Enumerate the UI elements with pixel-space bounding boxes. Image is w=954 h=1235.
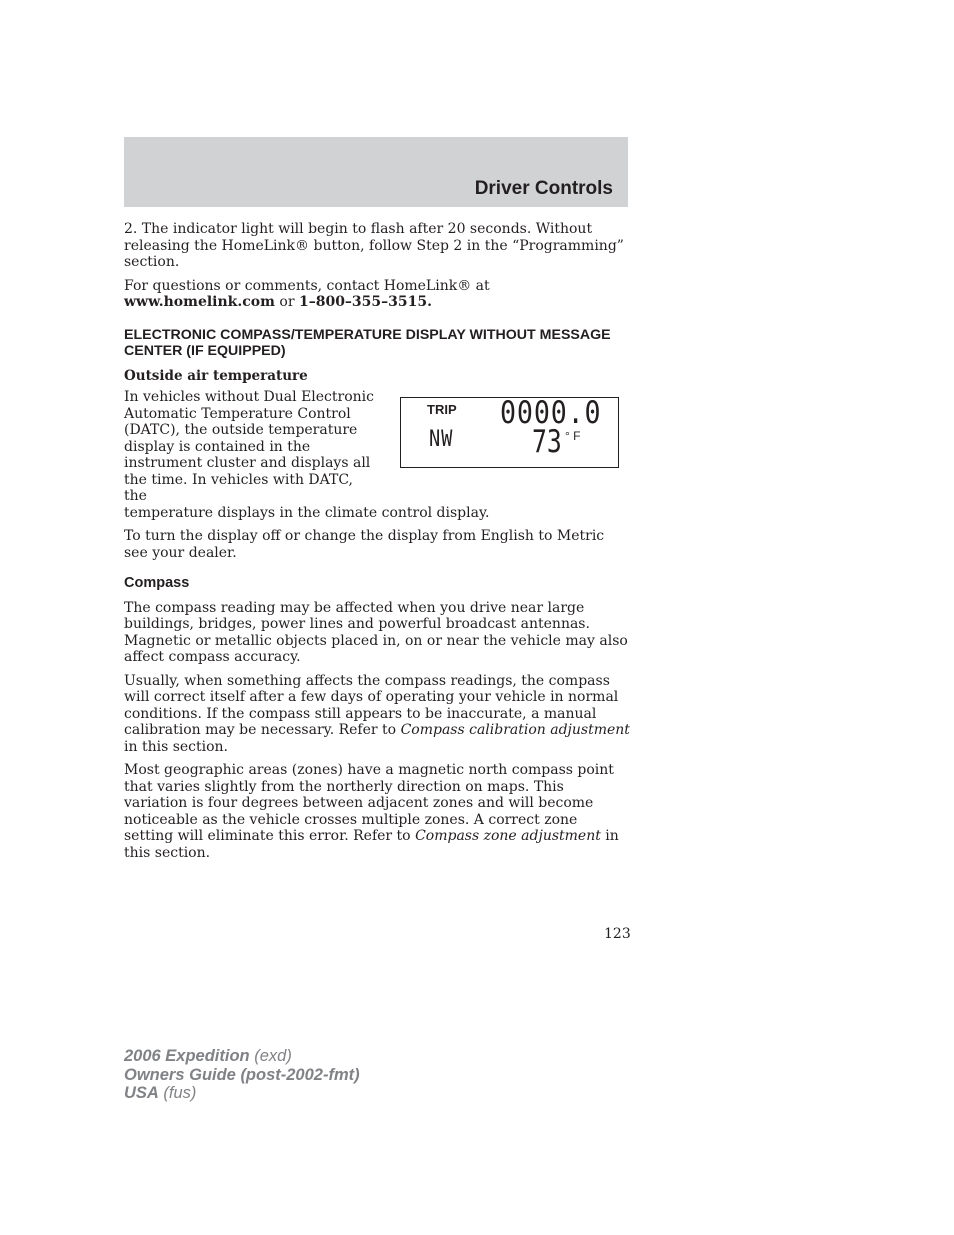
compass-heading-readout: NW <box>429 427 454 452</box>
odometer-readout: 0000.0 <box>500 395 602 431</box>
document-footer <box>124 1047 360 1103</box>
page-number: 123 <box>604 926 631 942</box>
paragraph-contact: For questions or comments, contact HomeLink® at www.homelink.com or 1–800–355–3515. <box>124 277 490 310</box>
section-header-band <box>124 137 628 207</box>
ref-compass-calibration: Compass calibration adjustment <box>400 722 630 738</box>
paragraph-compass-calibration: Usually, when something affects the compass readings, the compass will correct itself after a few days of operating your vehicle in normal conditions. If the compass still appears to be inaccurate, a manual calibration may be necessary. Refer to Compass calibration adjustment in this section. <box>124 672 630 755</box>
footer-line-model: 2006 Expedition (exd) <box>124 1047 292 1065</box>
paragraph-display-settings: To turn the display off or change the display from English to Metric see your dealer. <box>124 528 605 561</box>
temperature-unit: ° F <box>565 429 581 443</box>
section-title: Driver Controls <box>474 178 613 199</box>
trip-label: TRIP <box>427 402 457 417</box>
temperature-readout: 73 <box>532 424 562 460</box>
heading-compass: Compass <box>124 575 190 591</box>
footer-line-region: USA (fus) <box>124 1084 197 1102</box>
homelink-url: www.homelink.com <box>124 294 275 310</box>
compass-temperature-display-illustration <box>400 397 619 468</box>
paragraph-compass-zones: Most geographic areas (zones) have a magnetic north compass point that varies slightly from the northerly direction on maps. This variation is four degrees between adjacent zones and will become noticeable as the vehicle crosses multiple zones. A correct zone setting will eliminate this error. Refer to Compass zone adjustment in this section. <box>124 762 619 861</box>
heading-compass-temperature-display: ELECTRONIC COMPASS/TEMPERATURE DISPLAY WITHOUT MESSAGE CENTER (IF EQUIPPED) <box>124 326 611 359</box>
page-content <box>124 221 630 868</box>
subheading-outside-air-temperature: Outside air temperature <box>124 367 308 384</box>
ref-compass-zone: Compass zone adjustment <box>415 828 601 844</box>
paragraph-outside-temperature: In vehicles without Dual Electronic Automatic Temperature Control (DATC), the outside temperature display is contained in the instrument cluster and displays all the time. In vehicles with DATC, the temperature displays in the climate control display. <box>124 389 490 521</box>
paragraph-indicator-light: 2. The indicator light will begin to flash after 20 seconds. Without releasing the HomeLink® button, follow Step 2 in the “Programming” section. <box>124 221 624 270</box>
homelink-phone: 1–800–355–3515. <box>298 294 432 310</box>
paragraph-compass-interference: The compass reading may be affected when you drive near large buildings, bridges, power lines and powerful broadcast antennas. Magnetic or metallic objects placed in, on or near the vehicle may also affect compass accuracy. <box>124 599 628 665</box>
footer-line-guide: Owners Guide (post-2002-fmt) <box>124 1065 360 1084</box>
